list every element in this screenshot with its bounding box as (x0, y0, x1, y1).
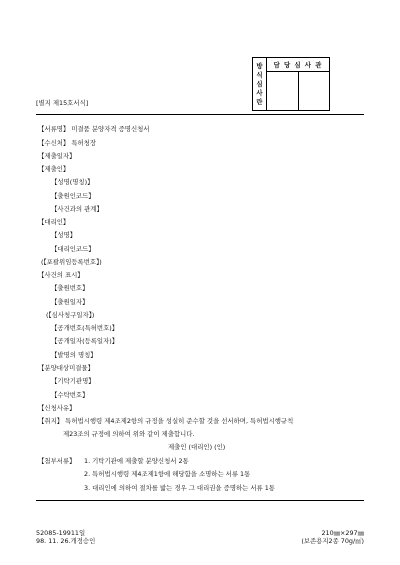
case-invention-title: 【발명의 명칭】 (51, 351, 97, 359)
footer-form-number: 52085-19911일 (36, 529, 86, 537)
approval-header: 담 당 심 사 관 (267, 58, 330, 72)
submit-date: 【제출일자】 (38, 152, 76, 160)
submitter-code: 【출원인코드】 (51, 192, 95, 200)
approval-cell-examiner (298, 72, 330, 111)
signature-line: 제출인 (대리인) (인) (168, 443, 226, 451)
attachment-item: 3. 대리인에 의하여 절차를 밟는 경우 그 대리권을 증명하는 서류 1통 (84, 484, 275, 492)
document-title: 【서류명】 미결품 분양자격 증명신청서 (38, 125, 150, 133)
attachment-item: 2. 특허법시행령 제4조제1항에 해당함을 소명하는 서류 1통 (84, 470, 251, 478)
form-label: [별지 제15호서식] (36, 99, 89, 107)
approval-box (252, 57, 330, 111)
case-exam-request-date: (【심사청구일자】) (46, 311, 95, 319)
distribution-heading: 【분양대상미결물】 (38, 364, 94, 372)
footer-approval-date: 98. 11. 26.개정승인 (36, 537, 96, 545)
bottom-rule (36, 500, 364, 501)
agent-code: 【대리인코드】 (51, 245, 95, 253)
agent-name: 【성명】 (51, 231, 77, 239)
approval-char: 식 (256, 70, 263, 79)
recipient: 【수신처】 특허청장 (38, 139, 97, 147)
distribution-accession: 【수탁번호】 (51, 391, 89, 399)
attachments-heading: 【첨부서류】 (38, 457, 76, 465)
approval-char: 란 (256, 97, 263, 106)
agent-heading: 【대리인】 (38, 218, 70, 226)
top-rule (36, 114, 364, 115)
submitter-relation: 【사건과의 관계】 (51, 205, 103, 213)
case-heading: 【사건의 표시】 (38, 271, 84, 279)
footer-paper-type: (보존용지2종 70g/㎡) (301, 537, 364, 545)
case-application-number: 【출원번호】 (51, 284, 89, 292)
submitter-name: 【성명(명칭)】 (51, 178, 94, 186)
case-publication-number: 【공개번호(특허번호)】 (51, 324, 119, 332)
submitter-heading: 【제출인】 (38, 165, 70, 173)
case-application-date: 【출원일자】 (51, 298, 89, 306)
approval-vertical-label (253, 58, 267, 111)
distribution-depository: 【기탁기관명】 (51, 377, 95, 385)
reason-heading: 【신청사유】 (38, 404, 76, 412)
purpose-line-2: 제23조의 규정에 의하여 위와 같이 제출합니다. (63, 430, 195, 438)
purpose-line-1: 【취지】 특허법시행령 제4조제2항의 규정을 성실히 준수할 것을 선서하며, 특허법시행규칙 (38, 417, 294, 425)
approval-char: 방 (256, 61, 263, 70)
approval-cell-staff (267, 72, 299, 111)
agent-registration: (【포괄위임등록번호】) (41, 258, 102, 266)
footer-paper-size: 210㎜×297㎜ (321, 529, 364, 537)
case-publication-date: 【공개일자(등록일자)】 (51, 337, 119, 345)
attachment-item: 1. 기탁기관에 제출할 분양신청서 2통 (84, 457, 189, 465)
approval-char: 심 (256, 79, 263, 88)
approval-char: 사 (256, 88, 263, 97)
